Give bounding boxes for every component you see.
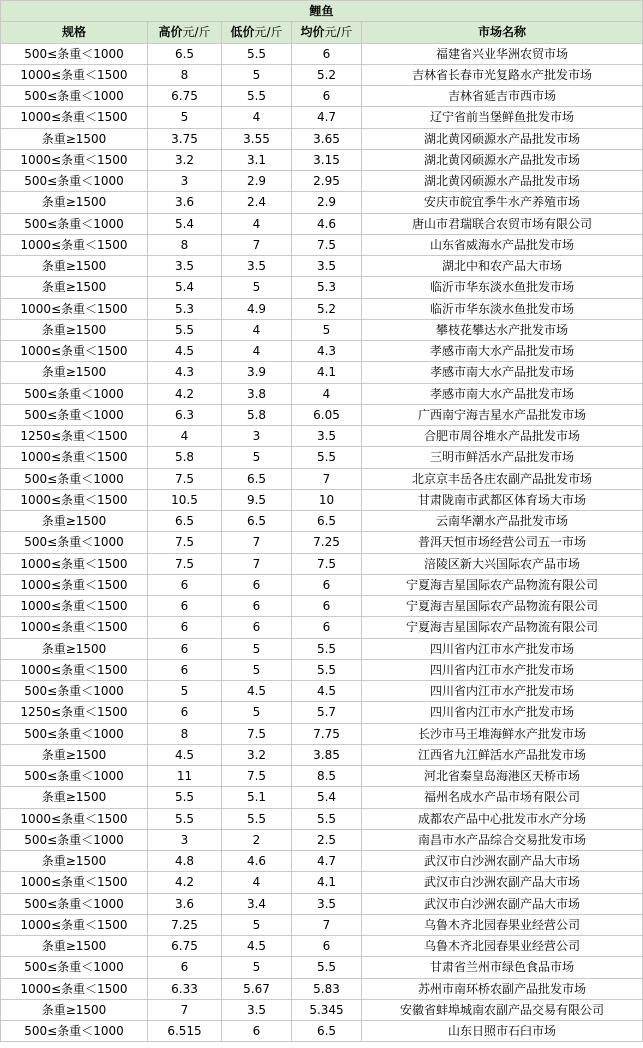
high-price-cell: 3 <box>148 171 222 192</box>
header-high <box>148 22 222 43</box>
high-price-cell: 4.5 <box>148 744 222 765</box>
spec-cell: 条重≥1500 <box>1 362 148 383</box>
avg-price-cell: 4.1 <box>292 362 362 383</box>
header-avg-label: 均价 <box>300 25 325 40</box>
market-name-cell: 吉林省延吉市西市场 <box>362 86 643 107</box>
low-price-cell: 4 <box>222 872 292 893</box>
table-row <box>1 447 643 468</box>
avg-price-cell: 4.3 <box>292 341 362 362</box>
header-market: 市场名称 <box>362 22 643 43</box>
high-price-cell: 6 <box>148 659 222 680</box>
spec-cell: 500≤条重＜1000 <box>1 957 148 978</box>
high-price-cell: 6 <box>148 702 222 723</box>
market-name-cell: 武汉市白沙洲农副产品大市场 <box>362 851 643 872</box>
high-price-cell: 6 <box>148 617 222 638</box>
table-row <box>1 851 643 872</box>
high-price-cell: 6.3 <box>148 404 222 425</box>
avg-price-cell: 6 <box>292 574 362 595</box>
header-spec: 规格 <box>1 22 148 43</box>
spec-cell: 1000≤条重＜1500 <box>1 914 148 935</box>
market-name-cell: 辽宁省前当堡鲜鱼批发市场 <box>362 107 643 128</box>
high-price-cell: 5.3 <box>148 298 222 319</box>
header-high-label: 高价 <box>158 25 183 40</box>
avg-price-cell: 7.5 <box>292 553 362 574</box>
low-price-cell: 5 <box>222 914 292 935</box>
table-row <box>1 659 643 680</box>
high-price-cell: 8 <box>148 64 222 85</box>
high-price-cell: 4.2 <box>148 383 222 404</box>
table-row <box>1 277 643 298</box>
market-name-cell: 甘肃省兰州市绿色食品市场 <box>362 957 643 978</box>
table-row <box>1 532 643 553</box>
spec-cell: 1000≤条重＜1500 <box>1 808 148 829</box>
table-row <box>1 872 643 893</box>
spec-cell: 1000≤条重＜1500 <box>1 596 148 617</box>
table-row <box>1 64 643 85</box>
table-body <box>1 43 643 1042</box>
avg-price-cell: 6 <box>292 43 362 64</box>
low-price-cell: 6.5 <box>222 511 292 532</box>
high-price-cell: 5 <box>148 681 222 702</box>
high-price-cell: 6 <box>148 638 222 659</box>
header-low-label: 低价 <box>230 25 255 40</box>
market-name-cell: 乌鲁木齐北园春果业经营公司 <box>362 914 643 935</box>
market-name-cell: 云南华潮水产品批发市场 <box>362 511 643 532</box>
high-price-cell: 7.5 <box>148 553 222 574</box>
avg-price-cell: 2.5 <box>292 829 362 850</box>
high-price-cell: 7.25 <box>148 914 222 935</box>
table-row <box>1 808 643 829</box>
market-name-cell: 福建省兴业华洲农贸市场 <box>362 43 643 64</box>
table-title-row <box>1 1 643 22</box>
low-price-cell: 7 <box>222 532 292 553</box>
market-name-cell: 江西省九江鲜活水产品批发市场 <box>362 744 643 765</box>
low-price-cell: 3.4 <box>222 893 292 914</box>
low-price-cell: 4.5 <box>222 681 292 702</box>
market-name-cell: 成都农产品中心批发市水产分场 <box>362 808 643 829</box>
avg-price-cell: 4.5 <box>292 681 362 702</box>
high-price-cell: 3.6 <box>148 192 222 213</box>
low-price-cell: 5 <box>222 277 292 298</box>
table-row <box>1 617 643 638</box>
high-price-cell: 10.5 <box>148 489 222 510</box>
high-price-cell: 5.5 <box>148 808 222 829</box>
spec-cell: 1000≤条重＜1500 <box>1 872 148 893</box>
avg-price-cell: 4.7 <box>292 107 362 128</box>
spec-cell: 1000≤条重＜1500 <box>1 234 148 255</box>
spec-cell: 500≤条重＜1000 <box>1 723 148 744</box>
spec-cell: 1250≤条重＜1500 <box>1 702 148 723</box>
low-price-cell: 3.1 <box>222 149 292 170</box>
low-price-cell: 4 <box>222 341 292 362</box>
spec-cell: 500≤条重＜1000 <box>1 43 148 64</box>
table-row <box>1 107 643 128</box>
spec-cell: 1250≤条重＜1500 <box>1 426 148 447</box>
market-name-cell: 攀枝花攀达水产批发市场 <box>362 319 643 340</box>
market-name-cell: 长沙市马王堆海鲜水产批发市场 <box>362 723 643 744</box>
market-name-cell: 苏州市南环桥农副产品批发市场 <box>362 978 643 999</box>
avg-price-cell: 5.4 <box>292 787 362 808</box>
low-price-cell: 4.5 <box>222 936 292 957</box>
low-price-cell: 3 <box>222 426 292 447</box>
spec-cell: 1000≤条重＜1500 <box>1 574 148 595</box>
low-price-cell: 4 <box>222 107 292 128</box>
avg-price-cell: 5.345 <box>292 999 362 1020</box>
avg-price-cell: 6.05 <box>292 404 362 425</box>
low-price-cell: 6.5 <box>222 468 292 489</box>
spec-cell: 条重≥1500 <box>1 787 148 808</box>
high-price-cell: 5.8 <box>148 447 222 468</box>
avg-price-cell: 5.5 <box>292 957 362 978</box>
avg-price-cell: 7 <box>292 468 362 489</box>
spec-cell: 500≤条重＜1000 <box>1 86 148 107</box>
table-row <box>1 936 643 957</box>
spec-cell: 1000≤条重＜1500 <box>1 659 148 680</box>
spec-cell: 条重≥1500 <box>1 511 148 532</box>
market-name-cell: 宁夏海吉星国际农产品物流有限公司 <box>362 617 643 638</box>
market-name-cell: 孝感市南大水产品批发市场 <box>362 341 643 362</box>
market-name-cell: 甘肃陇南市武都区体育场大市场 <box>362 489 643 510</box>
table-row <box>1 489 643 510</box>
table-row <box>1 978 643 999</box>
high-price-cell: 4.2 <box>148 872 222 893</box>
low-price-cell: 2.9 <box>222 171 292 192</box>
table-row <box>1 362 643 383</box>
market-name-cell: 临沂市华东淡水鱼批发市场 <box>362 277 643 298</box>
low-price-cell: 5 <box>222 447 292 468</box>
low-price-cell: 3.9 <box>222 362 292 383</box>
low-price-cell: 2 <box>222 829 292 850</box>
low-price-cell: 7 <box>222 234 292 255</box>
market-name-cell: 四川省内江市水产批发市场 <box>362 702 643 723</box>
low-price-cell: 4.9 <box>222 298 292 319</box>
table-row <box>1 192 643 213</box>
high-price-cell: 6 <box>148 596 222 617</box>
avg-price-cell: 2.9 <box>292 192 362 213</box>
avg-price-cell: 5.5 <box>292 808 362 829</box>
market-name-cell: 山东日照市石臼市场 <box>362 1021 643 1042</box>
avg-price-cell: 5.2 <box>292 298 362 319</box>
high-price-cell: 6 <box>148 574 222 595</box>
avg-price-cell: 7.75 <box>292 723 362 744</box>
high-price-cell: 5.5 <box>148 787 222 808</box>
avg-price-cell: 5.2 <box>292 64 362 85</box>
table-row <box>1 171 643 192</box>
avg-price-cell: 5.5 <box>292 659 362 680</box>
high-price-cell: 6.5 <box>148 43 222 64</box>
low-price-cell: 5 <box>222 702 292 723</box>
header-low <box>222 22 292 43</box>
table-row <box>1 319 643 340</box>
avg-price-cell: 6 <box>292 596 362 617</box>
avg-price-cell: 3.5 <box>292 893 362 914</box>
table-row <box>1 298 643 319</box>
market-name-cell: 福州名成水产品市场有限公司 <box>362 787 643 808</box>
spec-cell: 条重≥1500 <box>1 192 148 213</box>
table-row <box>1 957 643 978</box>
avg-price-cell: 6.5 <box>292 511 362 532</box>
market-name-cell: 安徽省蚌埠城南农副产品交易有限公司 <box>362 999 643 1020</box>
high-price-cell: 5.4 <box>148 277 222 298</box>
market-name-cell: 安庆市皖宜季牛水产养殖市场 <box>362 192 643 213</box>
table-row <box>1 681 643 702</box>
high-price-cell: 8 <box>148 234 222 255</box>
spec-cell: 1000≤条重＜1500 <box>1 553 148 574</box>
market-name-cell: 三明市鲜活水产品批发市场 <box>362 447 643 468</box>
low-price-cell: 5.5 <box>222 86 292 107</box>
avg-price-cell: 5.7 <box>292 702 362 723</box>
spec-cell: 500≤条重＜1000 <box>1 404 148 425</box>
high-price-cell: 3.5 <box>148 256 222 277</box>
spec-cell: 1000≤条重＜1500 <box>1 489 148 510</box>
table-row <box>1 256 643 277</box>
table-row <box>1 999 643 1020</box>
table-row <box>1 723 643 744</box>
table-row <box>1 638 643 659</box>
low-price-cell: 5.5 <box>222 43 292 64</box>
low-price-cell: 5.67 <box>222 978 292 999</box>
market-name-cell: 广西南宁海吉星水产品批发市场 <box>362 404 643 425</box>
low-price-cell: 3.2 <box>222 744 292 765</box>
table-row <box>1 702 643 723</box>
low-price-cell: 6 <box>222 617 292 638</box>
spec-cell: 1000≤条重＜1500 <box>1 978 148 999</box>
avg-price-cell: 6 <box>292 86 362 107</box>
low-price-cell: 3.5 <box>222 256 292 277</box>
spec-cell: 1000≤条重＜1500 <box>1 298 148 319</box>
avg-price-cell: 4.6 <box>292 213 362 234</box>
table-row <box>1 213 643 234</box>
market-name-cell: 合肥市周谷堆水产品批发市场 <box>362 426 643 447</box>
avg-price-cell: 6.5 <box>292 1021 362 1042</box>
table-title: 鲤鱼 <box>1 1 643 22</box>
low-price-cell: 5 <box>222 659 292 680</box>
avg-price-cell: 5.83 <box>292 978 362 999</box>
spec-cell: 条重≥1500 <box>1 744 148 765</box>
high-price-cell: 3 <box>148 829 222 850</box>
table-row <box>1 383 643 404</box>
market-name-cell: 宁夏海吉星国际农产品物流有限公司 <box>362 574 643 595</box>
avg-price-cell: 4.1 <box>292 872 362 893</box>
avg-price-cell: 4 <box>292 383 362 404</box>
market-name-cell: 武汉市白沙洲农副产品大市场 <box>362 872 643 893</box>
market-name-cell: 湖北黄冈硕源水产品批发市场 <box>362 171 643 192</box>
high-price-cell: 6 <box>148 957 222 978</box>
high-price-cell: 6.515 <box>148 1021 222 1042</box>
high-price-cell: 11 <box>148 766 222 787</box>
spec-cell: 条重≥1500 <box>1 256 148 277</box>
table-row <box>1 766 643 787</box>
spec-cell: 1000≤条重＜1500 <box>1 149 148 170</box>
table-row <box>1 234 643 255</box>
market-name-cell: 湖北黄冈硕源水产品批发市场 <box>362 149 643 170</box>
spec-cell: 500≤条重＜1000 <box>1 468 148 489</box>
high-price-cell: 4.3 <box>148 362 222 383</box>
high-price-cell: 6.75 <box>148 936 222 957</box>
spec-cell: 500≤条重＜1000 <box>1 532 148 553</box>
spec-cell: 1000≤条重＜1500 <box>1 617 148 638</box>
high-price-cell: 6.75 <box>148 86 222 107</box>
low-price-cell: 2.4 <box>222 192 292 213</box>
avg-price-cell: 6 <box>292 617 362 638</box>
market-name-cell: 湖北黄冈硕源水产品批发市场 <box>362 128 643 149</box>
spec-cell: 条重≥1500 <box>1 851 148 872</box>
market-name-cell: 四川省内江市水产批发市场 <box>362 681 643 702</box>
high-price-cell: 4 <box>148 426 222 447</box>
low-price-cell: 9.5 <box>222 489 292 510</box>
low-price-cell: 5.5 <box>222 808 292 829</box>
table-row <box>1 341 643 362</box>
market-name-cell: 湖北中和农产品大市场 <box>362 256 643 277</box>
market-name-cell: 武汉市白沙洲农副产品大市场 <box>362 893 643 914</box>
spec-cell: 条重≥1500 <box>1 319 148 340</box>
spec-cell: 500≤条重＜1000 <box>1 829 148 850</box>
high-price-cell: 4.8 <box>148 851 222 872</box>
low-price-cell: 4.6 <box>222 851 292 872</box>
spec-cell: 条重≥1500 <box>1 277 148 298</box>
table-row <box>1 787 643 808</box>
low-price-cell: 6 <box>222 574 292 595</box>
spec-cell: 条重≥1500 <box>1 128 148 149</box>
table-row <box>1 914 643 935</box>
market-name-cell: 宁夏海吉星国际农产品物流有限公司 <box>362 596 643 617</box>
high-price-cell: 3.6 <box>148 893 222 914</box>
market-name-cell: 北京京丰岳各庄农副产品批发市场 <box>362 468 643 489</box>
spec-cell: 1000≤条重＜1500 <box>1 107 148 128</box>
avg-price-cell: 3.15 <box>292 149 362 170</box>
low-price-cell: 7.5 <box>222 723 292 744</box>
avg-price-cell: 7.5 <box>292 234 362 255</box>
low-price-cell: 7.5 <box>222 766 292 787</box>
market-name-cell: 孝感市南大水产品批发市场 <box>362 383 643 404</box>
low-price-cell: 6 <box>222 1021 292 1042</box>
table-row <box>1 893 643 914</box>
table-row <box>1 574 643 595</box>
market-name-cell: 普洱天恒市场经营公司五一市场 <box>362 532 643 553</box>
market-name-cell: 吉林省长春市光复路水产批发市场 <box>362 64 643 85</box>
header-row <box>1 22 643 43</box>
table-row <box>1 43 643 64</box>
high-price-cell: 7 <box>148 999 222 1020</box>
header-avg-unit: 元/斤 <box>324 25 353 40</box>
avg-price-cell: 10 <box>292 489 362 510</box>
high-price-cell: 6.33 <box>148 978 222 999</box>
spec-cell: 500≤条重＜1000 <box>1 213 148 234</box>
avg-price-cell: 6 <box>292 936 362 957</box>
spec-cell: 500≤条重＜1000 <box>1 171 148 192</box>
spec-cell: 1000≤条重＜1500 <box>1 64 148 85</box>
high-price-cell: 5 <box>148 107 222 128</box>
spec-cell: 1000≤条重＜1500 <box>1 341 148 362</box>
spec-cell: 条重≥1500 <box>1 936 148 957</box>
avg-price-cell: 3.65 <box>292 128 362 149</box>
market-name-cell: 山东省威海水产品批发市场 <box>362 234 643 255</box>
low-price-cell: 3.55 <box>222 128 292 149</box>
low-price-cell: 5.8 <box>222 404 292 425</box>
header-low-unit: 元/斤 <box>254 25 283 40</box>
low-price-cell: 5.1 <box>222 787 292 808</box>
high-price-cell: 7.5 <box>148 468 222 489</box>
table-row <box>1 426 643 447</box>
spec-cell: 500≤条重＜1000 <box>1 1021 148 1042</box>
table-row <box>1 468 643 489</box>
high-price-cell: 3.2 <box>148 149 222 170</box>
market-name-cell: 唐山市君瑞联合农贸市场有限公司 <box>362 213 643 234</box>
high-price-cell: 5.5 <box>148 319 222 340</box>
table-row <box>1 149 643 170</box>
market-name-cell: 临沂市华东淡水鱼批发市场 <box>362 298 643 319</box>
spec-cell: 条重≥1500 <box>1 638 148 659</box>
low-price-cell: 3.5 <box>222 999 292 1020</box>
table-row <box>1 404 643 425</box>
high-price-cell: 6.5 <box>148 511 222 532</box>
table-row <box>1 553 643 574</box>
market-name-cell: 乌鲁木齐北园春果业经营公司 <box>362 936 643 957</box>
low-price-cell: 3.8 <box>222 383 292 404</box>
low-price-cell: 5 <box>222 638 292 659</box>
avg-price-cell: 8.5 <box>292 766 362 787</box>
spec-cell: 500≤条重＜1000 <box>1 383 148 404</box>
spec-cell: 500≤条重＜1000 <box>1 893 148 914</box>
avg-price-cell: 3.85 <box>292 744 362 765</box>
table-row <box>1 511 643 532</box>
low-price-cell: 4 <box>222 319 292 340</box>
avg-price-cell: 2.95 <box>292 171 362 192</box>
avg-price-cell: 7.25 <box>292 532 362 553</box>
avg-price-cell: 3.5 <box>292 426 362 447</box>
table-row <box>1 86 643 107</box>
market-name-cell: 南昌市水产品综合交易批发市场 <box>362 829 643 850</box>
high-price-cell: 3.75 <box>148 128 222 149</box>
spec-cell: 1000≤条重＜1500 <box>1 447 148 468</box>
high-price-cell: 7.5 <box>148 532 222 553</box>
spec-cell: 500≤条重＜1000 <box>1 681 148 702</box>
avg-price-cell: 7 <box>292 914 362 935</box>
avg-price-cell: 5.3 <box>292 277 362 298</box>
high-price-cell: 4.5 <box>148 341 222 362</box>
avg-price-cell: 5.5 <box>292 447 362 468</box>
table-row <box>1 596 643 617</box>
low-price-cell: 5 <box>222 957 292 978</box>
avg-price-cell: 5.5 <box>292 638 362 659</box>
low-price-cell: 6 <box>222 596 292 617</box>
market-name-cell: 四川省内江市水产批发市场 <box>362 638 643 659</box>
market-name-cell: 河北省秦皇岛海港区天桥市场 <box>362 766 643 787</box>
spec-cell: 500≤条重＜1000 <box>1 766 148 787</box>
table-row <box>1 1021 643 1042</box>
header-high-unit: 元/斤 <box>182 25 211 40</box>
high-price-cell: 8 <box>148 723 222 744</box>
table-row <box>1 128 643 149</box>
avg-price-cell: 5 <box>292 319 362 340</box>
header-avg <box>292 22 362 43</box>
market-name-cell: 涪陵区新大兴国际农产品市场 <box>362 553 643 574</box>
low-price-cell: 5 <box>222 64 292 85</box>
low-price-cell: 7 <box>222 553 292 574</box>
table-row <box>1 744 643 765</box>
high-price-cell: 5.4 <box>148 213 222 234</box>
avg-price-cell: 3.5 <box>292 256 362 277</box>
spec-cell: 条重≥1500 <box>1 999 148 1020</box>
table-row <box>1 829 643 850</box>
low-price-cell: 4 <box>222 213 292 234</box>
market-name-cell: 四川省内江市水产批发市场 <box>362 659 643 680</box>
avg-price-cell: 4.7 <box>292 851 362 872</box>
market-name-cell: 孝感市南大水产品批发市场 <box>362 362 643 383</box>
